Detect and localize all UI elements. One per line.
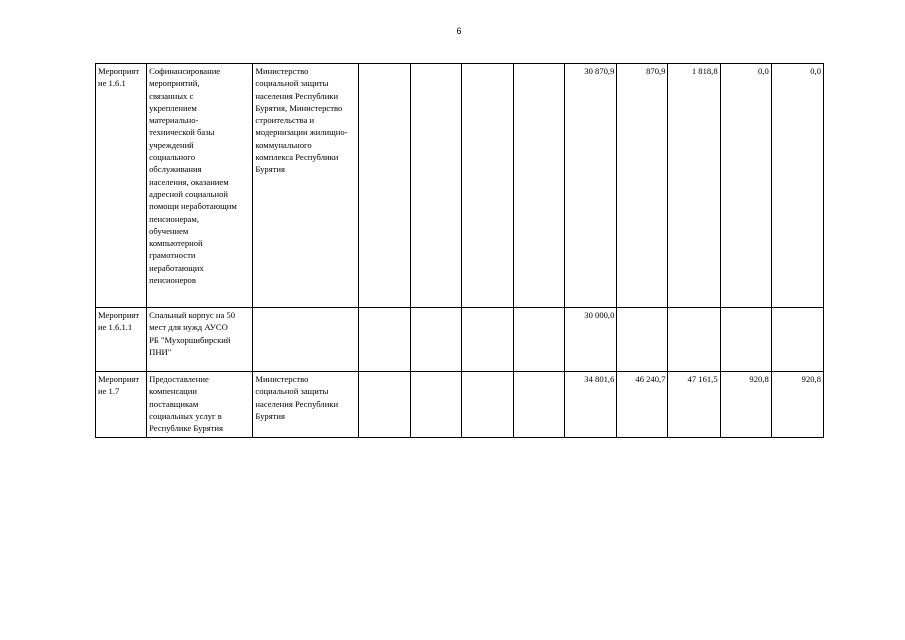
value-cell	[771, 308, 823, 372]
executor-cell: Министерство социальной защиты населения Республики Бурятия	[253, 372, 358, 438]
value-cell: 46 240,7	[617, 372, 668, 438]
empty-cell	[410, 64, 461, 308]
value-cell: 0,0	[720, 64, 771, 308]
value-cell	[668, 308, 720, 372]
program-activities-table	[95, 63, 824, 438]
empty-cell	[461, 372, 513, 438]
table-row	[96, 64, 824, 308]
activity-code-cell: Мероприят ие 1.6.1	[96, 64, 147, 308]
empty-cell	[514, 372, 565, 438]
empty-cell	[358, 64, 410, 308]
activity-code-cell: Мероприят ие 1.6.1.1	[96, 308, 147, 372]
activity-name-cell: Спальный корпус на 50 мест для нужд АУСО РБ "Мухоршибирский ПНИ"	[147, 308, 253, 372]
value-cell	[720, 308, 771, 372]
empty-cell	[358, 308, 410, 372]
empty-cell	[461, 64, 513, 308]
value-cell: 920,8	[771, 372, 823, 438]
activity-name-cell: Предоставление компенсации поставщикам социальных услуг в Республике Бурятия	[147, 372, 253, 438]
value-cell	[617, 308, 668, 372]
activity-code-cell: Мероприят ие 1.7	[96, 372, 147, 438]
empty-cell	[410, 308, 461, 372]
value-cell: 1 818,8	[668, 64, 720, 308]
executor-cell	[253, 308, 358, 372]
table-row	[96, 308, 824, 372]
page-number: 6	[456, 26, 462, 36]
empty-cell	[358, 372, 410, 438]
value-cell: 920,8	[720, 372, 771, 438]
value-cell: 30 000,0	[565, 308, 617, 372]
empty-cell	[410, 372, 461, 438]
empty-cell	[514, 308, 565, 372]
value-cell: 870,9	[617, 64, 668, 308]
value-cell: 34 801,6	[565, 372, 617, 438]
value-cell: 47 161,5	[668, 372, 720, 438]
value-cell: 30 870,9	[565, 64, 617, 308]
value-cell: 0,0	[771, 64, 823, 308]
empty-cell	[461, 308, 513, 372]
activity-name-cell: Софинансирование мероприятий, связанных с укреплением материально- технической базы учреждений социального обслуживания населения, оказанием адресной социальной помощи неработающим пенсионерам, обучением компьютерной грамотности неработающих пенсионеров	[147, 64, 253, 308]
executor-cell: Министерство социальной защиты населения Республики Бурятия, Министерство строительства и модернизации жилищно- коммунального комплекса Республики Бурятия	[253, 64, 358, 308]
empty-cell	[514, 64, 565, 308]
table-row	[96, 372, 824, 438]
